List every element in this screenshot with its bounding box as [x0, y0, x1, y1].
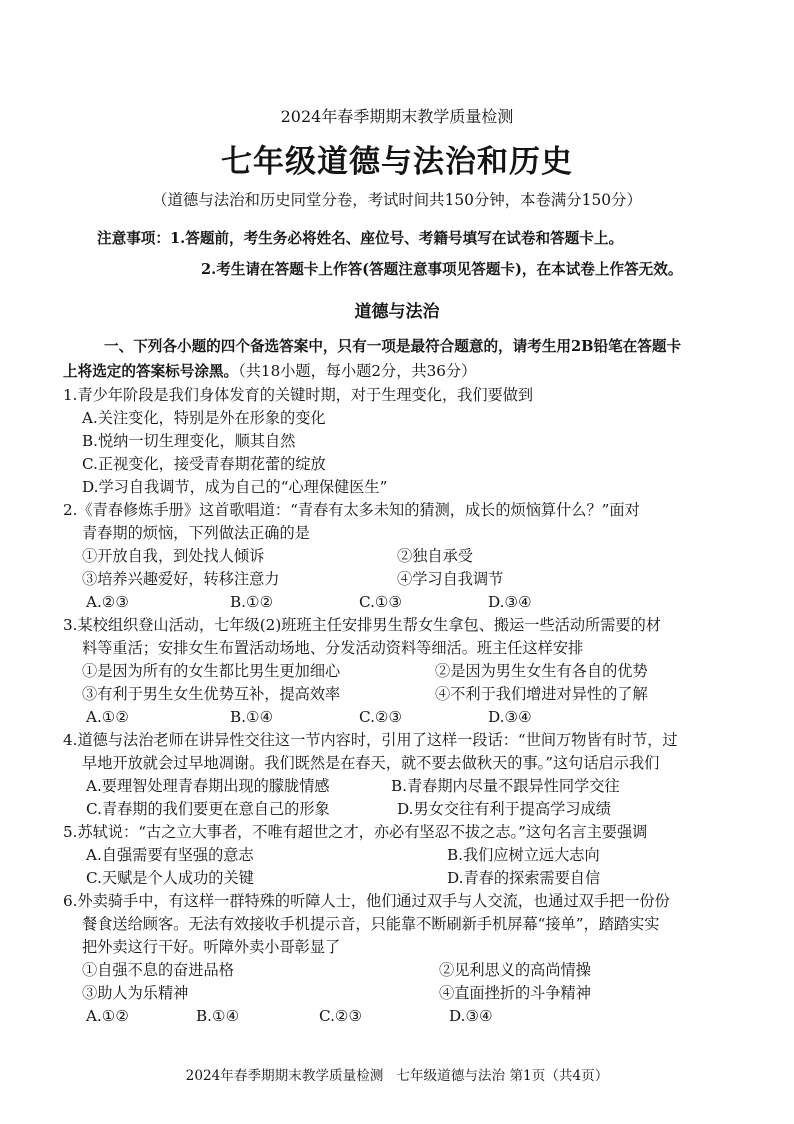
question-6-stem-cont-2: 把外卖这行干好。听障外卖小哥彰显了: [82, 938, 341, 956]
notes-label: 注意事项：: [97, 230, 170, 247]
question-2-stem-cont: 青春期的烦恼，下列做法正确的是: [82, 524, 310, 542]
question-6-stem-cont-1: 餐食送给顾客。无法有效接收手机提示音，只能靠不断刷新手机屏幕“接单”，踏踏实实: [82, 915, 660, 933]
question-1-option-d: D.学习自我调节，成为自己的“心理保健医生”: [82, 478, 388, 496]
question-2-option-d: D.③④: [488, 593, 532, 611]
question-5-option-a: A.自强需要有坚强的意志: [86, 846, 254, 864]
instruction-text: 上将选定的答案标号涂黑。: [63, 363, 239, 380]
question-2-option-b: B.①②: [230, 593, 274, 611]
question-2-statement-3: ③培养兴趣爱好，转移注意力: [82, 570, 280, 588]
question-6-option-c: C.②③: [319, 1007, 363, 1025]
question-2-option-a: A.②③: [86, 593, 130, 611]
question-5-option-d: D.青春的探索需要自信: [447, 869, 601, 887]
question-2-option-c: C.①③: [359, 593, 403, 611]
question-4-stem-cont: 早地开放就会过早地凋谢。我们既然是在春天，就不要去做秋天的事。”这句话启示我们: [82, 754, 660, 772]
section-instruction-line2: [63, 361, 476, 382]
question-6-statement-1: ①自强不息的奋进品格: [82, 961, 234, 979]
footer-exam: 2024年春季期期末教学质量检测: [185, 1068, 384, 1084]
question-3-statement-3: ③有利于男生女生优势互补，提高效率: [82, 685, 341, 703]
question-3-option-c: C.②③: [359, 708, 403, 726]
question-3-stem: 3.某校组织登山活动，七年级(2)班班主任安排男生帮女生拿包、搬运一些活动所需要的材: [63, 616, 661, 634]
section-title: 道德与法治: [354, 302, 440, 322]
question-6-stem: 6.外卖骑手中，有这样一群特殊的听障人士，他们通过双手与人交流，也通过双手把一份份: [63, 892, 670, 910]
question-1-option-a: A.关注变化，特别是外在形象的变化: [82, 409, 326, 427]
question-2-stem: 2.《青春修炼手册》这首歌唱道：“青春有太多未知的猜测，成长的烦恼算什么？”面对: [63, 501, 640, 519]
question-3-statement-4: ④不利于我们增进对异性的了解: [435, 685, 648, 703]
question-6-option-a: A.①②: [86, 1007, 130, 1025]
question-4-option-d: D.男女交往有利于提高学习成绩: [397, 800, 611, 818]
page-footer: [0, 1066, 794, 1086]
question-2-statement-2: ②独自承受: [397, 547, 473, 565]
question-4-stem: 4.道德与法治老师在讲异性交往这一节内容时，引用了这样一段话：“世间万物皆有时节，过: [63, 731, 678, 749]
question-6-statement-4: ④直面挫折的斗争精神: [439, 984, 591, 1002]
question-3-option-b: B.①④: [230, 708, 274, 726]
question-1-option-c: C.正视变化，接受青春期花蕾的绽放: [82, 455, 326, 473]
question-5-stem: 5.苏轼说：“古之立大事者，不唯有超世之才，亦必有坚忍不拔之志。”这句名言主要强调: [63, 823, 648, 841]
question-1-option-b: B.悦纳一切生理变化，顺其自然: [82, 432, 296, 450]
exam-title: 2024年春季期期末教学质量检测: [280, 107, 514, 126]
question-4-option-b: B.青春期内尽量不跟异性同学交往: [391, 777, 620, 795]
question-6-option-d: D.③④: [449, 1007, 493, 1025]
question-3-stem-cont: 料等重活；安排女生布置活动场地、分发活动资料等细活。班主任这样安排: [82, 639, 584, 657]
note-2: 2.考生请在答题卡上作答(答题注意事项见答题卡)，在本试卷上作答无效。: [201, 261, 683, 278]
question-2-statement-1: ①开放自我，到处找人倾诉: [82, 547, 265, 565]
instruction-meta: （共18小题，每小题2分，共36分）: [238, 362, 477, 380]
footer-subject: 七年级道德与法治: [396, 1068, 506, 1084]
notes-row-1: [97, 229, 623, 249]
section-instruction-line1: 一、下列各小题的四个备选答案中，只有一项是最符合题意的，请考生用2B铅笔在答题卡: [104, 338, 682, 355]
footer-page-number: 第1页（共4页）: [509, 1068, 609, 1084]
question-6-statement-3: ③助人为乐精神: [82, 984, 189, 1002]
subject-title: 七年级道德与法治和历史: [221, 144, 573, 180]
question-6-statement-2: ②见利思义的高尚情操: [439, 961, 591, 979]
question-5-option-b: B.我们应树立远大志向: [447, 846, 600, 864]
question-3-option-d: D.③④: [488, 708, 532, 726]
question-6-option-b: B.①④: [196, 1007, 240, 1025]
question-1-stem: 1.青少年阶段是我们身体发育的关键时期，对于生理变化，我们要做到: [63, 386, 534, 404]
note-1: 1.答题前，考生务必将姓名、座位号、考籍号填写在试卷和答题卡上。: [169, 230, 624, 247]
question-3-option-a: A.①②: [86, 708, 130, 726]
question-3-statement-1: ①是因为所有的女生都比男生更加细心: [82, 662, 341, 680]
question-4-option-c: C.青春期的我们要更在意自己的形象: [86, 800, 330, 818]
question-2-statement-4: ④学习自我调节: [397, 570, 504, 588]
exam-subtitle: （道德与法治和历史同堂分卷，考试时间共150分钟，本卷满分150分）: [152, 191, 642, 209]
question-4-option-a: A.要理智处理青春期出现的朦胧情感: [86, 777, 330, 795]
question-3-statement-2: ②是因为男生女生有各自的优势: [435, 662, 648, 680]
question-5-option-c: C.天赋是个人成功的关键: [86, 869, 254, 887]
